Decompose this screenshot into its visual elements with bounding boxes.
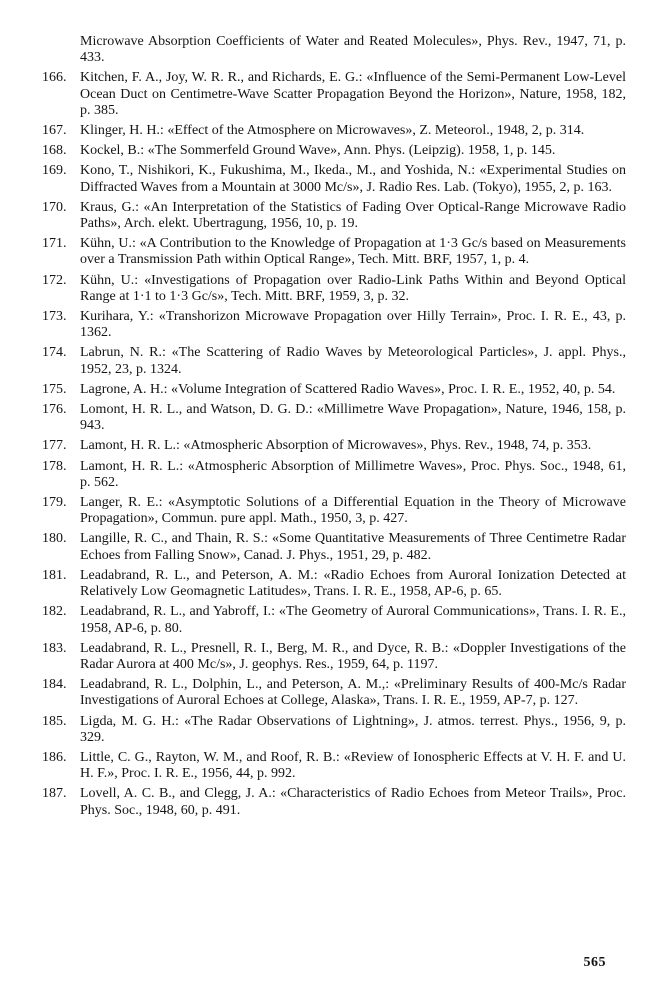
reference-text: Leadabrand, R. L., Dolphin, L., and Peterson, A. M.,: «Preliminary Results of 400-Mc/s Radar Investigations of Auroral Echoes at College, Alaska», Trans. I. R. E., 1959, AP-7, p. 127. [80, 677, 626, 709]
reference-item [42, 495, 626, 527]
reference-number: 178. [42, 458, 67, 474]
reference-text: Lamont, H. R. L.: «Atmospheric Absorption of Microwaves», Phys. Rev., 1948, 74, p. 353. [80, 438, 592, 454]
reference-item [42, 200, 626, 232]
reference-text: Leadabrand, R. L., and Yabroff, I.: «The Geometry of Auroral Communications», Trans. I. R. E., 1958, AP-6, p. 80. [80, 604, 626, 636]
reference-number: 182. [42, 604, 67, 620]
reference-number: 186. [42, 749, 67, 765]
reference-number: 168. [42, 143, 67, 159]
reference-item [42, 714, 626, 746]
reference-text: Klinger, H. H.: «Effect of the Atmosphere on Microwaves», Z. Meteorol., 1948, 2, p. 314. [80, 123, 585, 139]
reference-number: 166. [42, 70, 67, 86]
reference-item [42, 531, 626, 563]
reference-text: Lovell, A. C. B., and Clegg, J. A.: «Characteristics of Radio Echoes from Meteor Trails», Proc. Phys. Soc., 1948, 60, p. 491. [80, 786, 626, 818]
reference-text: Kühn, U.: «Investigations of Propagation over Radio-Link Paths Within and Beyond Optical Range at 1·1 to 1·3 Gc/s», Tech. Mitt. BRF, 1959, 3, p. 32. [80, 272, 626, 304]
reference-text: Kraus, G.: «An Interpretation of the Statistics of Fading Over Optical-Range Microwave Radio Paths», Arch. elekt. Ubertragung, 1956, 10, p. 19. [80, 199, 626, 232]
reference-number: 180. [42, 531, 67, 547]
reference-number: 172. [42, 272, 67, 288]
reference-item [42, 345, 626, 377]
reference-text: Lamont, H. R. L.: «Atmospheric Absorption of Millimetre Waves», Proc. Phys. Soc., 1948, 61, p. 562. [80, 458, 626, 490]
reference-list [42, 70, 626, 818]
reference-number: 185. [42, 713, 67, 729]
reference-number: 184. [42, 677, 67, 693]
reference-text: Leadabrand, R. L., Presnell, R. I., Berg, M. R., and Dyce, R. B.: «Doppler Investigations of the Radar Aurora at 400 Mc/s», J. geophys. Res., 1959, 64, p. 1197. [80, 640, 626, 672]
reference-item [42, 70, 626, 119]
reference-item [42, 309, 626, 341]
reference-number: 181. [42, 567, 67, 583]
reference-number: 173. [42, 309, 67, 325]
reference-item [42, 163, 626, 195]
reference-text: Labrun, N. R.: «The Scattering of Radio Waves by Meteorological Particles», J. appl. Phys., 1952, 23, p. 1324. [80, 345, 626, 377]
reference-number: 183. [42, 640, 67, 656]
reference-item [42, 604, 626, 636]
reference-item [42, 677, 626, 709]
reference-item [42, 641, 626, 673]
reference-item [42, 786, 626, 818]
reference-text: Langer, R. E.: «Asymptotic Solutions of a Differential Equation in the Theory of Microwave Propagation», Commun. pure appl. Math., 1950, 3, p. 427. [80, 495, 626, 527]
reference-item [42, 143, 626, 159]
reference-item [42, 236, 626, 268]
reference-item [42, 438, 626, 454]
reference-number: 175. [42, 381, 67, 397]
reference-text: Lomont, H. R. L., and Watson, D. G. D.: «Millimetre Wave Propagation», Nature, 1946, 158, p. 943. [80, 402, 626, 434]
reference-number: 171. [42, 236, 67, 252]
reference-number: 170. [42, 199, 67, 215]
reference-item [42, 123, 626, 139]
reference-item [42, 382, 626, 398]
reference-item [42, 750, 626, 782]
reference-continuation: Microwave Absorption Coefficients of Water and Reated Molecules», Phys. Rev., 1947, 71, p. 433. [80, 34, 626, 66]
reference-number: 176. [42, 402, 67, 418]
reference-number: 187. [42, 786, 67, 802]
reference-number: 179. [42, 495, 67, 511]
reference-text: Kitchen, F. A., Joy, W. R. R., and Richards, E. G.: «Influence of the Semi-Permanent Low-Level Ocean Duct on Centimetre-Wave Scatter Propagation Beyond the Horizon», Nature, 1958, 182, p. 385. [80, 70, 626, 118]
reference-text: Kurihara, Y.: «Transhorizon Microwave Propagation over Hilly Terrain», Proc. I. R. E., 43, p. 1362. [80, 309, 626, 341]
reference-number: 174. [42, 345, 67, 361]
reference-number: 167. [42, 123, 67, 139]
reference-text: Kono, T., Nishikori, K., Fukushima, M., Ikeda., M., and Yoshida, N.: «Experimental Studies on Diffracted Waves from a Mountain at 3000 Mc/s», J. Radio Res. Lab. (Tokyo), 1955, 2, p. 163. [80, 163, 626, 195]
reference-item [42, 273, 626, 305]
reference-number: 169. [42, 163, 67, 179]
reference-number: 177. [42, 438, 67, 454]
reference-text: Little, C. G., Rayton, W. M., and Roof, R. B.: «Review of Ionospheric Effects at V. H. F. and U. H. F.», Proc. I. R. E., 1956, 44, p. 992. [80, 749, 626, 782]
reference-text: Kühn, U.: «A Contribution to the Knowledge of Propagation at 1·3 Gc/s based on Measurements over a Transmission Path within Optical Range», Tech. Mitt. BRF, 1957, 1, p. 4. [80, 236, 626, 268]
reference-text: Ligda, M. G. H.: «The Radar Observations of Lightning», J. atmos. terrest. Phys., 1956, 9, p. 329. [80, 713, 626, 745]
reference-item [42, 402, 626, 434]
reference-text: Lagrone, A. H.: «Volume Integration of Scattered Radio Waves», Proc. I. R. E., 1952, 40, p. 54. [80, 381, 616, 397]
reference-text: Kockel, B.: «The Sommerfeld Ground Wave», Ann. Phys. (Leipzig). 1958, 1, p. 145. [80, 143, 556, 159]
reference-item [42, 459, 626, 491]
reference-item [42, 568, 626, 600]
page-number: 565 [583, 955, 606, 970]
reference-text: Leadabrand, R. L., and Peterson, A. M.: «Radio Echoes from Auroral Ionization Detected at Relatively Low Geomagnetic Latitudes», Trans. I. R. E., 1958, AP-6, p. 65. [80, 567, 626, 600]
reference-text: Langille, R. C., and Thain, R. S.: «Some Quantitative Measurements of Three Centimetre Radar Echoes from Falling Snow», Canad. J. Phys., 1951, 29, p. 482. [80, 531, 626, 563]
